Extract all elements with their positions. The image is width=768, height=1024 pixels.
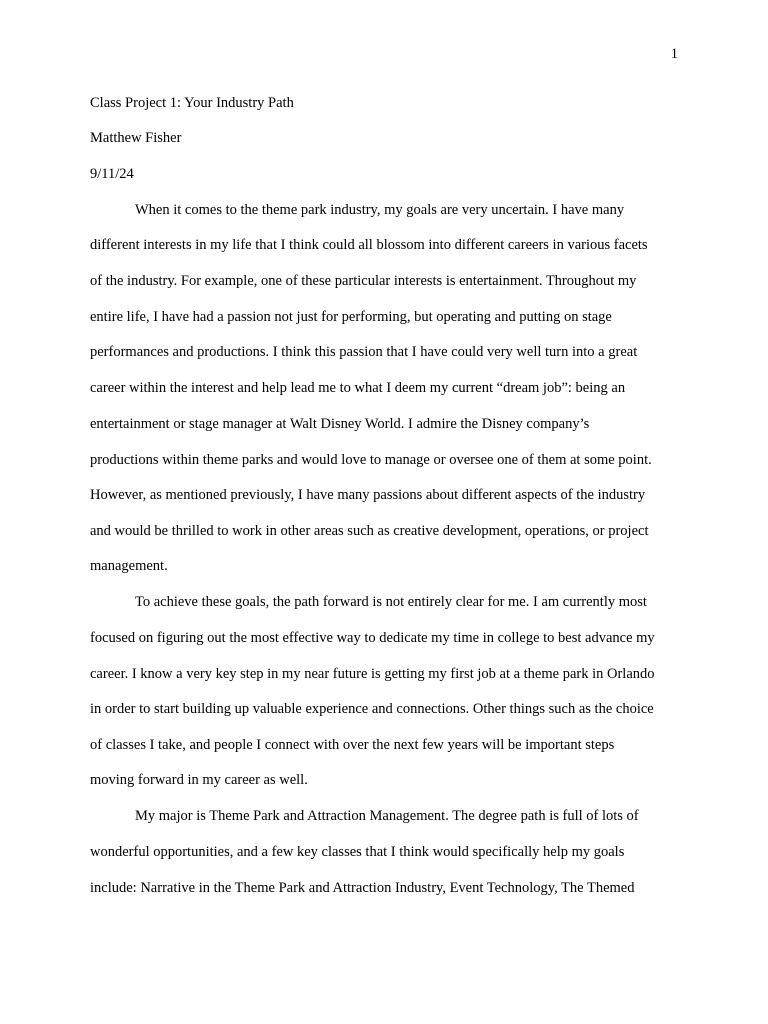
author-name: Matthew Fisher xyxy=(90,130,182,146)
paragraph-3-line: include: Narrative in the Theme Park and Attraction Industry, Event Technology, The Themed xyxy=(90,880,635,896)
paragraph-1-line: However, as mentioned previously, I have many passions about different aspects of the industry xyxy=(90,487,646,503)
paragraph-1-line: of the industry. For example, one of these particular interests is entertainment. Throughout my xyxy=(90,273,637,289)
document-date: 9/11/24 xyxy=(90,166,134,182)
paragraph-1-line: When it comes to the theme park industry, my goals are very uncertain. I have many xyxy=(135,202,625,218)
paragraph-1-line: entertainment or stage manager at Walt Disney World. I admire the Disney company’s xyxy=(90,416,590,432)
paragraph-3-line: My major is Theme Park and Attraction Management. The degree path is full of lots of xyxy=(135,808,639,824)
paragraph-2-line: moving forward in my career as well. xyxy=(90,772,308,788)
paragraph-1-line: entire life, I have had a passion not just for performing, but operating and putting on stage xyxy=(90,309,612,325)
paragraph-2-line: of classes I take, and people I connect with over the next few years will be important steps xyxy=(90,737,615,753)
paragraph-2-line: in order to start building up valuable experience and connections. Other things such as the choice xyxy=(90,701,654,717)
paragraph-1-line: productions within theme parks and would love to manage or oversee one of them at some point. xyxy=(90,452,652,468)
paragraph-2-line: focused on figuring out the most effective way to dedicate my time in college to best advance my xyxy=(90,630,655,646)
paragraph-2-line: career. I know a very key step in my near future is getting my first job at a theme park in Orlando xyxy=(90,666,655,682)
paragraph-1-line: performances and productions. I think this passion that I have could very well turn into a great xyxy=(90,344,638,360)
paragraph-1-line: different interests in my life that I think could all blossom into different careers in various facets xyxy=(90,237,648,253)
page-number: 1 xyxy=(670,46,678,62)
document-title: Class Project 1: Your Industry Path xyxy=(90,95,294,111)
paragraph-2-line: To achieve these goals, the path forward is not entirely clear for me. I am currently most xyxy=(135,594,647,610)
paragraph-1-line: career within the interest and help lead me to what I deem my current “dream job”: being an xyxy=(90,380,626,396)
paragraph-1-line: management. xyxy=(90,558,168,574)
paragraph-3-line: wonderful opportunities, and a few key classes that I think would specifically help my goals xyxy=(90,844,625,860)
paragraph-1-line: and would be thrilled to work in other areas such as creative development, operations, or project xyxy=(90,523,649,539)
